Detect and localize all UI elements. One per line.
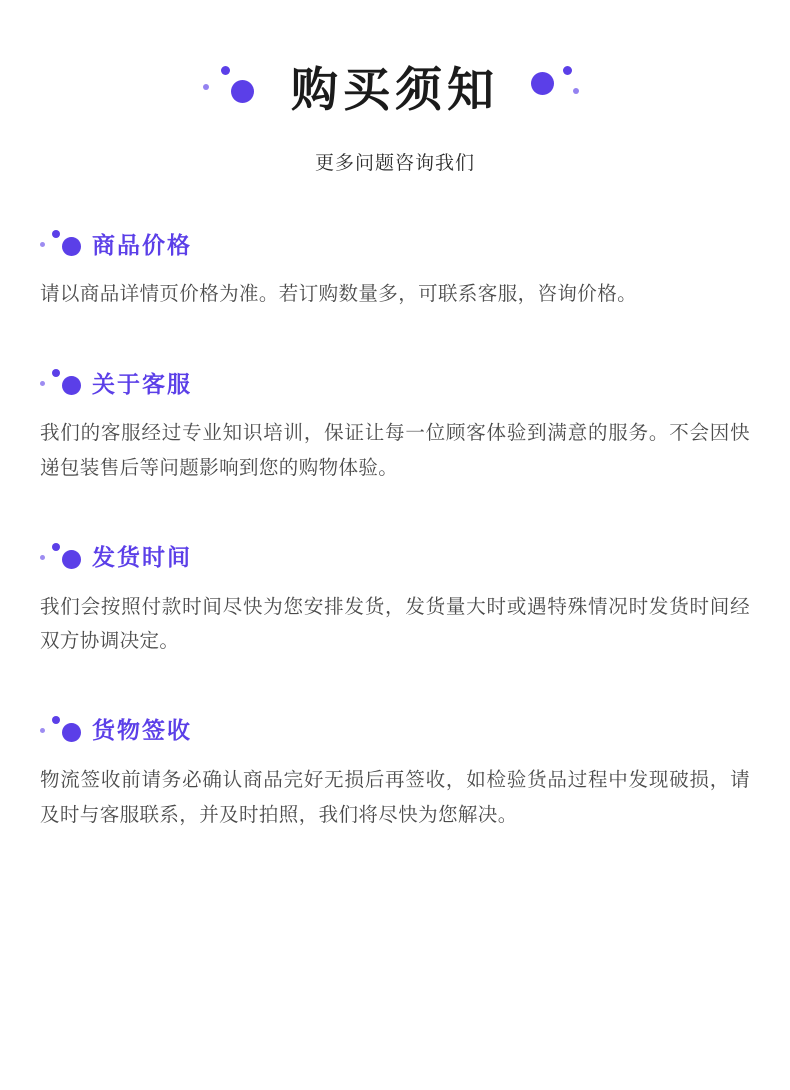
dot-cluster-icon (40, 369, 86, 395)
section-title: 发货时间 (92, 544, 192, 570)
dot-cluster-icon-right (517, 62, 589, 118)
section-header (40, 713, 750, 745)
page-title: 购买须知 (291, 63, 499, 116)
notice-section-list (0, 227, 790, 832)
section-body: 物流签收前请务必确认商品完好无损后再签收，如检验货品过程中发现破损，请及时与客服联系，并及时拍照，我们将尽快为您解决。 (40, 768, 750, 826)
section-title: 货物签收 (92, 717, 192, 744)
page-subtitle: 更多问题咨询我们 (314, 153, 475, 175)
dot-cluster-icon (40, 716, 86, 742)
section-title: 关于客服 (92, 370, 192, 397)
section-header (40, 366, 750, 398)
dot-cluster-icon (40, 543, 86, 569)
title-row (0, 62, 790, 118)
page-header (0, 0, 790, 175)
section-body: 请以商品详情页价格为准。若订购数量多，可联系客服，咨询价格。 (40, 283, 638, 306)
section-header (40, 227, 750, 259)
section-body: 我们会按照付款时间尽快为您安排发货，发货量大时或遇特殊情况时发货时间经双方协调决定。 (40, 595, 750, 653)
dot-cluster-icon (40, 230, 86, 256)
dot-cluster-icon-left (201, 62, 273, 118)
section-title: 商品价格 (92, 231, 192, 258)
notice-section-price (40, 227, 750, 312)
section-header (40, 540, 750, 572)
notice-section-receiving (40, 713, 750, 832)
notice-section-service (40, 366, 750, 485)
notice-section-shipping-time (40, 540, 750, 659)
section-body: 我们的客服经过专业知识培训，保证让每一位顾客体验到满意的服务。不会因快递包装售后等问题影响到您的购物体验。 (40, 422, 750, 479)
